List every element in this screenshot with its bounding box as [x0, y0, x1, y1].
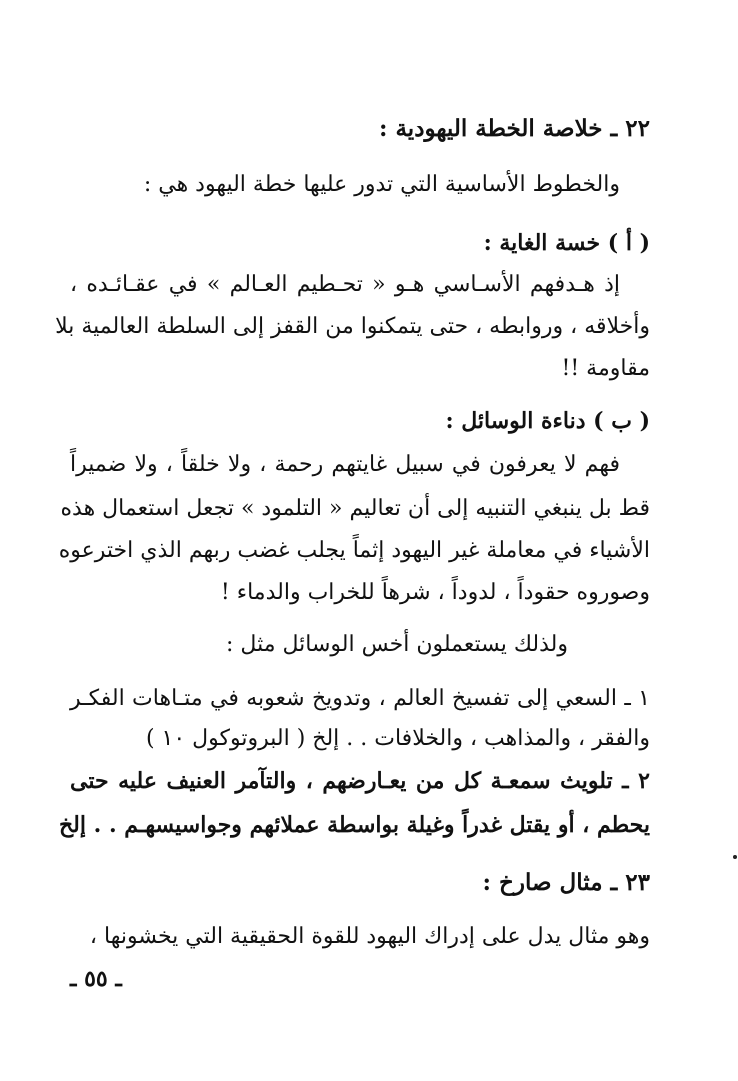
subsection-b-line-3: الأشياء في معاملة غير اليهود إثماً يجلب غضب ربهم الذي اخترعوه [58, 538, 650, 563]
subsection-a-line-3: مقاومة !! [561, 356, 650, 381]
list-item-1-line-1: ١ ـ السعي إلى تفسيخ العالم ، وتدويخ شعوبه في متـاهات الفكـر [70, 686, 650, 711]
page-number: ـ ٥٥ ـ [70, 966, 122, 992]
subsection-b-heading: ( ب ) دناءة الوسائل : [445, 408, 650, 434]
section-23-line-1: وهو مثال يدل على إدراك اليهود للقوة الحقيقية التي يخشونها ، [89, 924, 650, 949]
section-23-heading: ٢٣ ـ مثال صارخ : [482, 869, 650, 896]
subsection-b-line-4: وصوروه حقوداً ، لدوداً ، شرهاً للخراب والدماء ! [220, 580, 650, 605]
means-intro: ولذلك يستعملون أخس الوسائل مثل : [226, 632, 568, 657]
list-item-2-line-2: يحطم ، أو يقتل غدراً وغيلة بواسطة عملائهم وجواسيسهـم . . إلخ [58, 812, 650, 838]
scan-speck [733, 855, 737, 859]
section-22-heading: ٢٢ ـ خلاصة الخطة اليهودية : [378, 115, 650, 142]
subsection-a-heading: ( أ ) خسة الغاية : [483, 230, 650, 256]
subsection-a-line-1: إذ هـدفهم الأسـاسي هـو « تحـطيم العـالم » في عقـائـده ، [70, 272, 620, 297]
list-item-1-line-2: والفقر ، والمذاهب ، والخلافات . . إلخ ( البروتوكول ١٠ ) [145, 726, 650, 751]
subsection-b-line-2: قط بل ينبغي التنبيه إلى أن تعاليم « التلمود » تجعل استعمال هذه [60, 496, 650, 521]
list-item-2-line-1: ٢ ـ تلويث سمعـة كل من يعـارضهم ، والتآمر العنيف عليه حتى [70, 768, 650, 794]
section-22-intro: والخطوط الأساسية التي تدور عليها خطة اليهود هي : [143, 172, 620, 197]
subsection-b-line-1: فهم لا يعرفون في سبيل غايتهم رحمة ، ولا خلقاً ، ولا ضميراً [70, 452, 620, 477]
subsection-a-line-2: وأخلاقه ، وروابطه ، حتى يتمكنوا من القفز إلى السلطة العالمية بلا [55, 314, 650, 339]
